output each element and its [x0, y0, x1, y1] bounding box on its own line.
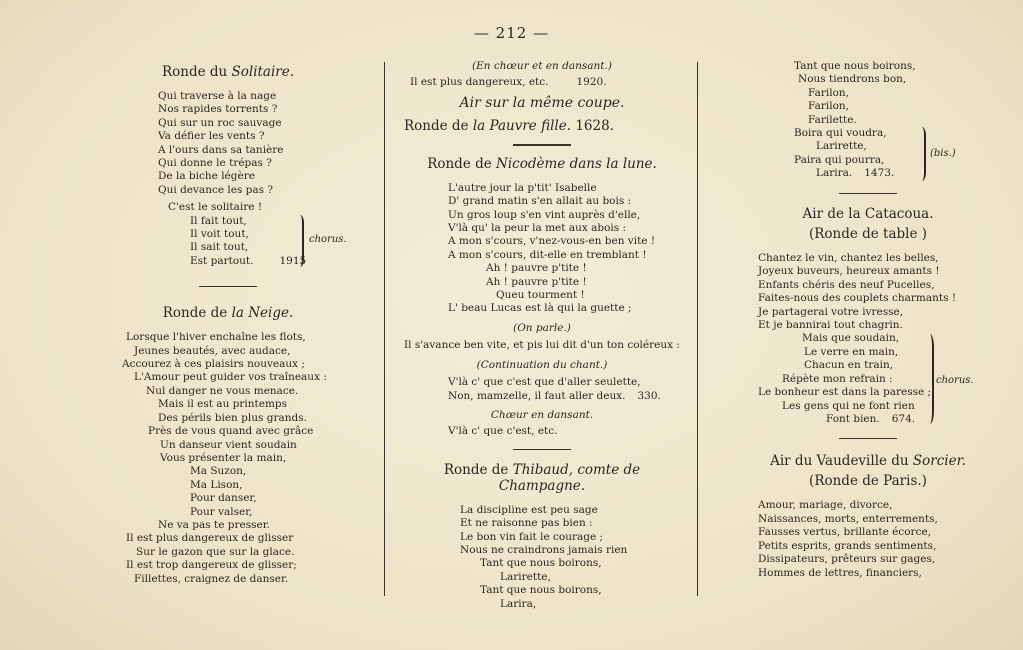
verse-line: Mais il est au printemps — [158, 398, 288, 411]
verse-line: Larirette, — [500, 570, 551, 583]
verse-line: Hommes de lettres, financiers, — [758, 566, 922, 579]
verse-line: Il est trop dangereux de glisser; — [126, 559, 297, 572]
verse-line: Pour danser, — [190, 492, 257, 505]
song-title: Ronde de Nicodème dans la lune. — [427, 155, 657, 172]
separator — [839, 193, 897, 194]
stanza — [758, 60, 978, 127]
song-number: 330. — [637, 389, 661, 402]
stanza — [118, 90, 338, 197]
stanza — [404, 376, 680, 403]
brace — [926, 334, 934, 424]
verse-line: Tant que nous boirons, — [794, 60, 916, 72]
separator — [839, 438, 897, 439]
chorus-label: chorus. — [936, 375, 974, 387]
verse-line: Nous ne craindrons jamais rien — [460, 543, 628, 556]
verse-line: Joyeux buveurs, heureux amants ! — [758, 265, 940, 278]
verse-line: Ne va pas te presser. — [158, 518, 270, 531]
stanza — [758, 252, 978, 332]
verse-line: Nos rapides torrents ? — [158, 103, 278, 116]
air-title: Air du Vaudeville du Sorcier. — [770, 453, 966, 470]
page-number: — 212 — — [473, 24, 550, 42]
verse-line: Mais que soudain, — [802, 332, 900, 345]
verse-line: Les gens qui ne font rien — [782, 399, 915, 412]
spoken-line: Il s'avance ben vite, et pis lui dit d'un ton coléreux : — [404, 339, 680, 352]
refrain — [118, 201, 347, 268]
verse-line: Il sait tout, — [190, 241, 249, 254]
verse-line: Le bon vin fait le courage ; — [460, 530, 604, 543]
verse-line: Paira qui pourra, — [794, 153, 885, 166]
stanza — [404, 182, 680, 316]
verse-line: A mon s'cours, dit-elle en tremblant ! — [448, 248, 647, 261]
separator — [513, 144, 571, 146]
chorus-label: chorus. — [309, 234, 347, 246]
verse-line: V'là qu' la peur la met aux abois : — [448, 222, 627, 235]
verse-line: A mon s'cours, v'nez-vous-en ben vite ! — [448, 235, 656, 248]
verse-line: Tant que nous boirons, — [480, 584, 602, 597]
verse-line: Il est plus dangereux, etc. 1920. — [410, 76, 607, 89]
verse-line: Et ne raisonne pas bien : — [460, 517, 593, 530]
column-middle — [404, 60, 680, 611]
verse-line: Va défier les vents ? — [158, 130, 265, 143]
verse-line: Qui devance les pas ? — [158, 183, 274, 196]
song-number: 674. — [891, 412, 916, 425]
song-subtitle: (Ronde de Paris.) — [809, 473, 927, 490]
song-title: Ronde de la Pauvre fille. 1628. — [404, 117, 614, 134]
stage-direction: (Continuation du chant.) — [476, 358, 608, 371]
stage-direction: (On parle.) — [513, 321, 571, 334]
verse-line: Ma Suzon, — [190, 465, 247, 478]
verse-line: Est partout. 1915 — [190, 254, 307, 267]
verse-line: Queu tourment ! — [496, 289, 585, 302]
verse-line: Non, mamzelle, il faut aller deux. 330. — [448, 389, 661, 402]
verse-line: Nul danger ne vous menace. — [146, 384, 299, 397]
verse-line: Farilon, — [808, 100, 849, 113]
verse-line: Ma Lison, — [190, 478, 243, 491]
verse-line: L'autre jour la p'tit' Isabelle — [448, 181, 597, 194]
verse-line: Qui donne le trépas ? — [158, 157, 272, 170]
verse-line: Lorsque l'hiver enchaîne les flots, — [126, 331, 306, 344]
verse-line: Farilon, — [808, 86, 849, 99]
verse-line: Nous tiendrons bon, — [798, 73, 907, 86]
verse-line: D' grand matin s'en allait au bois : — [448, 195, 632, 208]
verse-line: Larirette, — [816, 140, 867, 153]
verse-line: La discipline est peu sage — [460, 503, 598, 516]
verse-line: Enfants chéris des neuf Pucelles, — [758, 278, 935, 291]
verse-line: L' beau Lucas est là qui la guette ; — [448, 302, 632, 315]
verse-line: Près de vous quand avec grâce — [148, 425, 314, 438]
verse-line: Le verre en main, — [804, 345, 899, 358]
brace — [918, 127, 926, 181]
bis-label: (bis.) — [930, 148, 956, 160]
verse-line: Sur le gazon que sur la glace. — [136, 545, 295, 558]
stage-direction: Chœur en dansant. — [490, 408, 594, 421]
verse-line: Chantez le vin, chantez les belles, — [758, 252, 939, 265]
song-title: Ronde de Thibaud, comte de Champagne. — [443, 461, 641, 494]
stage-direction: (En chœur et en dansant.) — [472, 60, 612, 72]
verse-line: Petits esprits, grands sentiments, — [758, 539, 937, 552]
verse-line: Qui traverse à la nage — [158, 90, 277, 102]
column-divider — [384, 62, 385, 596]
song-title: Ronde de la Neige. — [162, 305, 294, 322]
verse-line: Accourez à ces plaisirs nouveaux ; — [122, 358, 305, 371]
verse-line: C'est le solitaire ! — [168, 201, 263, 214]
verse-line: Boira qui voudra, — [794, 127, 887, 140]
verse-line: Dissipateurs, prêteurs sur gages, — [758, 553, 936, 566]
chorus-block — [758, 332, 978, 426]
verse-line: Fausses vertus, brillante écorce, — [758, 526, 931, 539]
verse-line: Un gros loup s'en vint auprès d'elle, — [448, 208, 641, 221]
air-title: Air de la Catacoua. — [802, 206, 934, 223]
bis-block — [758, 127, 978, 181]
song-number: 1915 — [279, 254, 307, 267]
verse-line: De la biche légère — [158, 170, 255, 183]
verse-line: V'là c' que c'est que d'aller seulette, — [448, 376, 641, 389]
verse-line: Font bien. 674. — [826, 412, 916, 425]
air-heading: Air sur la même coupe. — [459, 94, 625, 111]
stanza — [758, 499, 978, 579]
verse-line: A l'ours dans sa tanière — [158, 143, 284, 156]
verse-line: Un danseur vient soudain — [160, 438, 297, 451]
verse-line: Vous présenter la main, — [160, 451, 287, 464]
song-title: Ronde du Solitaire. — [161, 64, 295, 80]
verse-line: Fillettes, craignez de danser. — [134, 572, 289, 585]
verse-line: Le bonheur est dans la paresse ; — [758, 386, 932, 399]
verse-line: Farilette. — [808, 113, 857, 126]
verse-line: Ah ! pauvre p'tite ! — [486, 275, 587, 288]
verse-line: Larira. 1473. — [816, 167, 895, 180]
verse-line: Répète mon refrain : — [782, 372, 893, 385]
separator — [199, 286, 257, 287]
column-left — [118, 60, 347, 586]
verse-line: Il voit tout, — [190, 228, 249, 241]
stanza — [118, 331, 338, 586]
verse-line: Naissances, morts, enterrements, — [758, 512, 938, 525]
song-subtitle: (Ronde de table ) — [808, 226, 928, 243]
verse-line: Qui sur un roc sauvage — [158, 116, 282, 129]
verse-line: Tant que nous boirons, — [480, 557, 602, 570]
song-number: 1920. — [576, 76, 607, 89]
separator — [513, 449, 571, 450]
verse-line: Il est plus dangereux de glisser — [126, 532, 294, 545]
verse-line: Larira, — [500, 597, 537, 610]
verse-line: Faites-nous des couplets charmants ! — [758, 292, 957, 305]
stanza — [404, 504, 680, 611]
verse-line: Et je bannirai tout chagrin. — [758, 319, 903, 332]
column-divider — [697, 62, 698, 596]
verse-line: V'là c' que c'est, etc. — [448, 425, 558, 438]
verse-line: Il fait tout, — [190, 214, 247, 227]
verse-line: Ah ! pauvre p'tite ! — [486, 262, 587, 275]
verse-line: Des périls bien plus grands. — [158, 411, 307, 424]
song-number: 1473. — [864, 167, 895, 180]
verse-line: Chacun en train, — [804, 359, 894, 372]
verse-line: Je partagerai votre ivresse, — [758, 305, 904, 318]
verse-line: Pour valser, — [190, 505, 253, 518]
column-right — [758, 60, 978, 580]
verse-line: Amour, mariage, divorce, — [758, 499, 893, 512]
verse-line: L'Amour peut guider vos traîneaux : — [134, 371, 327, 384]
verse-line: Jeunes beautés, avec audace, — [134, 344, 291, 357]
brace — [296, 215, 304, 267]
